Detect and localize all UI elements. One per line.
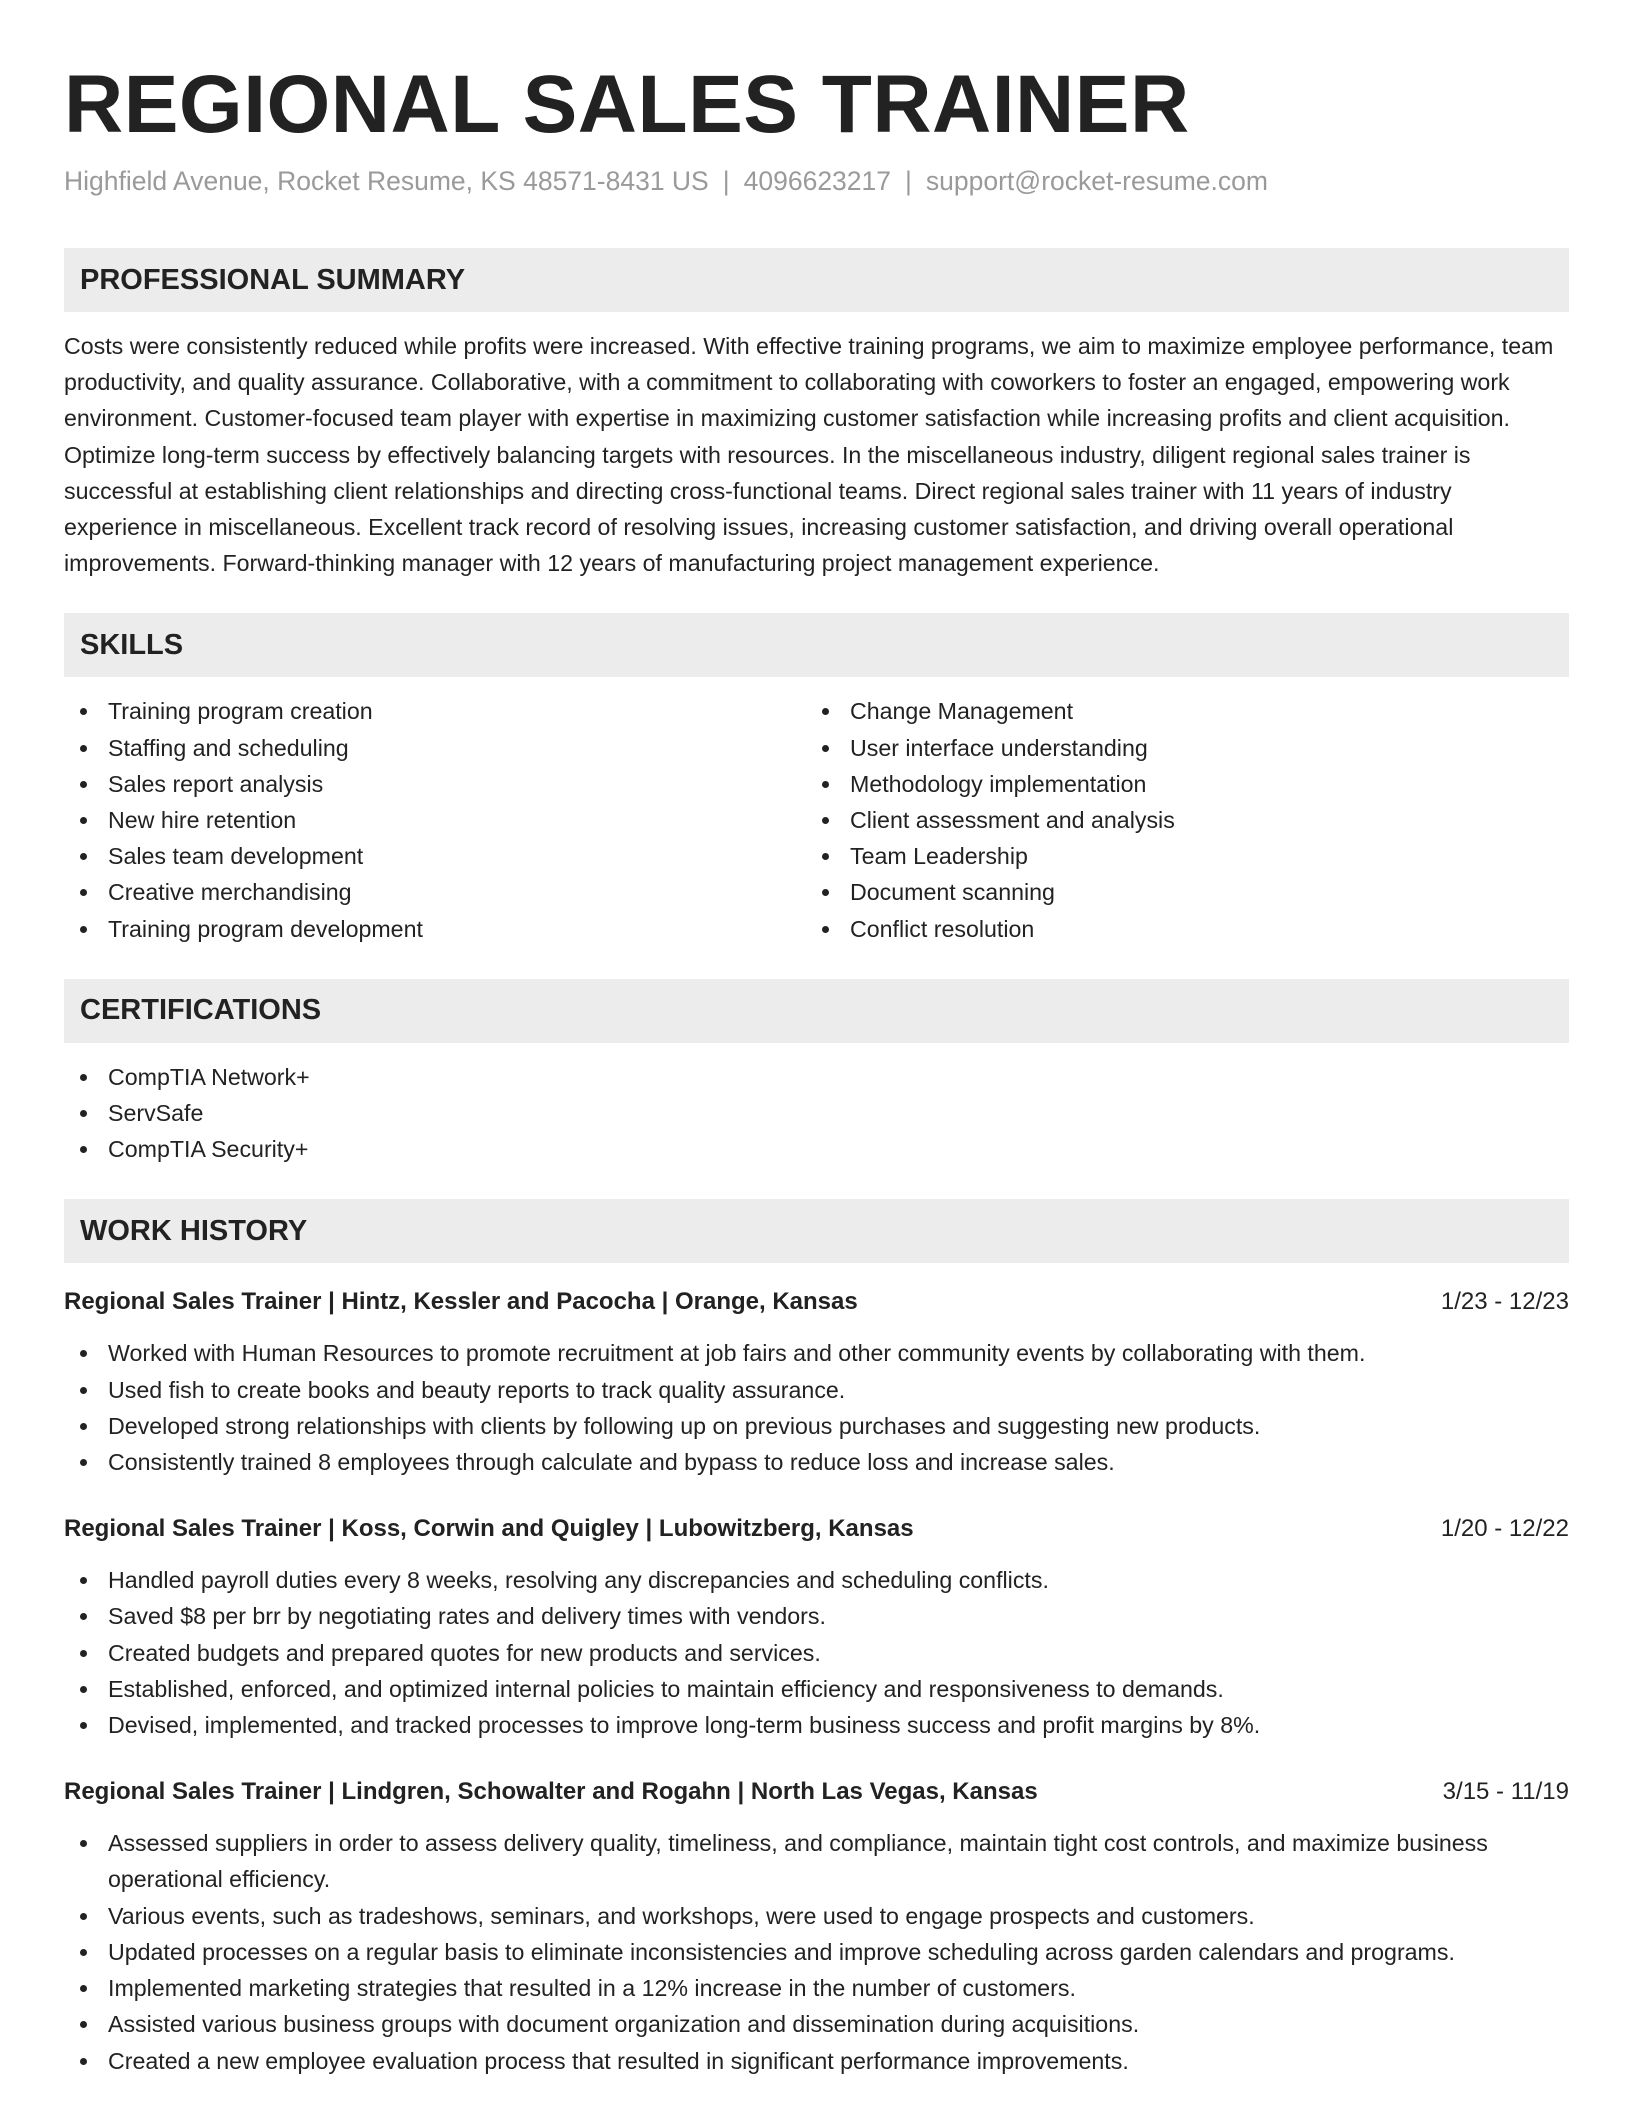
job-bullet: Developed strong relationships with clients by following up on previous purchases and suggesting new products.: [64, 1408, 1569, 1444]
job-bullet: Saved $8 per brr by negotiating rates and delivery times with vendors.: [64, 1598, 1569, 1634]
skills-list-right: [806, 693, 1548, 946]
contact-email: support@rocket-resume.com: [925, 166, 1268, 196]
section-heading-work-history: WORK HISTORY: [64, 1199, 1569, 1263]
section-heading-certifications: CERTIFICATIONS: [64, 979, 1569, 1043]
job-entry: [64, 1775, 1569, 2078]
skill-item: Creative merchandising: [64, 874, 806, 910]
job-title: Regional Sales Trainer | Lindgren, Schowalter and Rogahn | North Las Vegas, Kansas: [64, 1778, 1038, 1806]
certifications-list: [64, 1059, 1569, 1168]
skill-item: Staffing and scheduling: [64, 730, 806, 766]
contact-address: Highfield Avenue, Rocket Resume, KS 48571-8431 US: [64, 166, 709, 196]
job-bullet: Used fish to create books and beauty reports to track quality assurance.: [64, 1372, 1569, 1408]
skill-item: Sales report analysis: [64, 766, 806, 802]
skill-item: User interface understanding: [806, 730, 1548, 766]
skill-item: Sales team development: [64, 838, 806, 874]
contact-phone: 4096623217: [743, 166, 892, 196]
job-bullet: Implemented marketing strategies that resulted in a 12% increase in the number of customers.: [64, 1970, 1569, 2006]
job-bullet: Consistently trained 8 employees through calculate and bypass to reduce loss and increase sales.: [64, 1444, 1569, 1480]
contact-separator: |: [722, 166, 730, 196]
skill-item: Client assessment and analysis: [806, 802, 1548, 838]
job-title: Regional Sales Trainer | Hintz, Kessler and Pacocha | Orange, Kansas: [64, 1288, 858, 1316]
skill-item: Conflict resolution: [806, 911, 1548, 947]
job-entry: [64, 1285, 1569, 1480]
skill-item: Document scanning: [806, 874, 1548, 910]
job-bullet: Updated processes on a regular basis to eliminate inconsistencies and improve scheduling across garden calendars and programs.: [64, 1934, 1569, 1970]
section-heading-summary: PROFESSIONAL SUMMARY: [64, 248, 1569, 312]
job-bullets: [64, 1825, 1569, 2078]
job-bullet: Assisted various business groups with document organization and dissemination during acquisitions.: [64, 2006, 1569, 2042]
skill-item: Change Management: [806, 693, 1548, 729]
skill-item: Methodology implementation: [806, 766, 1548, 802]
job-header: [64, 1512, 1569, 1546]
job-dates: 3/15 - 11/19: [1442, 1778, 1569, 1806]
job-dates: 1/23 - 12/23: [1440, 1288, 1569, 1316]
job-header: [64, 1775, 1569, 1809]
skills-grid: [64, 693, 1569, 946]
job-bullets: [64, 1335, 1569, 1480]
job-bullet: Handled payroll duties every 8 weeks, resolving any discrepancies and scheduling conflicts.: [64, 1562, 1569, 1598]
job-header: [64, 1285, 1569, 1319]
contact-separator: |: [905, 166, 912, 196]
job-bullet: Various events, such as tradeshows, seminars, and workshops, were used to engage prospects and customers.: [64, 1898, 1569, 1934]
job-bullet: Assessed suppliers in order to assess delivery quality, timeliness, and compliance, maintain tight cost controls, and maximize business operational efficiency.: [64, 1825, 1569, 1897]
skills-list-left: [64, 693, 806, 946]
job-bullet: Created budgets and prepared quotes for new products and services.: [64, 1635, 1569, 1671]
skill-item: Team Leadership: [806, 838, 1548, 874]
certification-item: CompTIA Security+: [64, 1131, 1569, 1167]
job-bullet: Established, enforced, and optimized internal policies to maintain efficiency and responsiveness to demands.: [64, 1671, 1569, 1707]
job-entry: [64, 1512, 1569, 1743]
contact-line: [64, 164, 1569, 198]
job-bullet: Devised, implemented, and tracked processes to improve long-term business success and profit margins by 8%.: [64, 1707, 1569, 1743]
job-bullets: [64, 1562, 1569, 1743]
skill-item: Training program creation: [64, 693, 806, 729]
job-title: Regional Sales Trainer | Koss, Corwin and Quigley | Lubowitzberg, Kansas: [64, 1515, 914, 1543]
resume-name: REGIONAL SALES TRAINER: [64, 59, 1190, 150]
summary-text: Costs were consistently reduced while profits were increased. With effective training programs, we aim to maximize employee performance, team productivity, and quality assurance. Collaborative, with a commitment to collaborating with coworkers to foster an engaged, empowering work environment. Customer-focused team player with expertise in maximizing customer satisfaction while increasing profits and client acquisition. Optimize long-term success by effectively balancing targets with resources. In the miscellaneous industry, diligent regional sales trainer is successful at establishing client relationships and directing cross-functional teams. Direct regional sales trainer with 11 years of industry experience in miscellaneous. Excellent track record of resolving issues, increasing customer satisfaction, and driving overall operational improvements. Forward-thinking manager with 12 years of manufacturing project management experience.: [64, 333, 1554, 577]
resume-page: [64, 58, 1569, 2079]
skill-item: New hire retention: [64, 802, 806, 838]
certification-item: CompTIA Network+: [64, 1059, 1569, 1095]
certification-item: ServSafe: [64, 1095, 1569, 1131]
job-dates: 1/20 - 12/22: [1440, 1515, 1569, 1543]
section-heading-skills: SKILLS: [64, 613, 1569, 677]
job-bullet: Created a new employee evaluation process that resulted in significant performance improvements.: [64, 2043, 1569, 2079]
job-bullet: Worked with Human Resources to promote recruitment at job fairs and other community events by collaborating with them.: [64, 1335, 1569, 1371]
skill-item: Training program development: [64, 911, 806, 947]
